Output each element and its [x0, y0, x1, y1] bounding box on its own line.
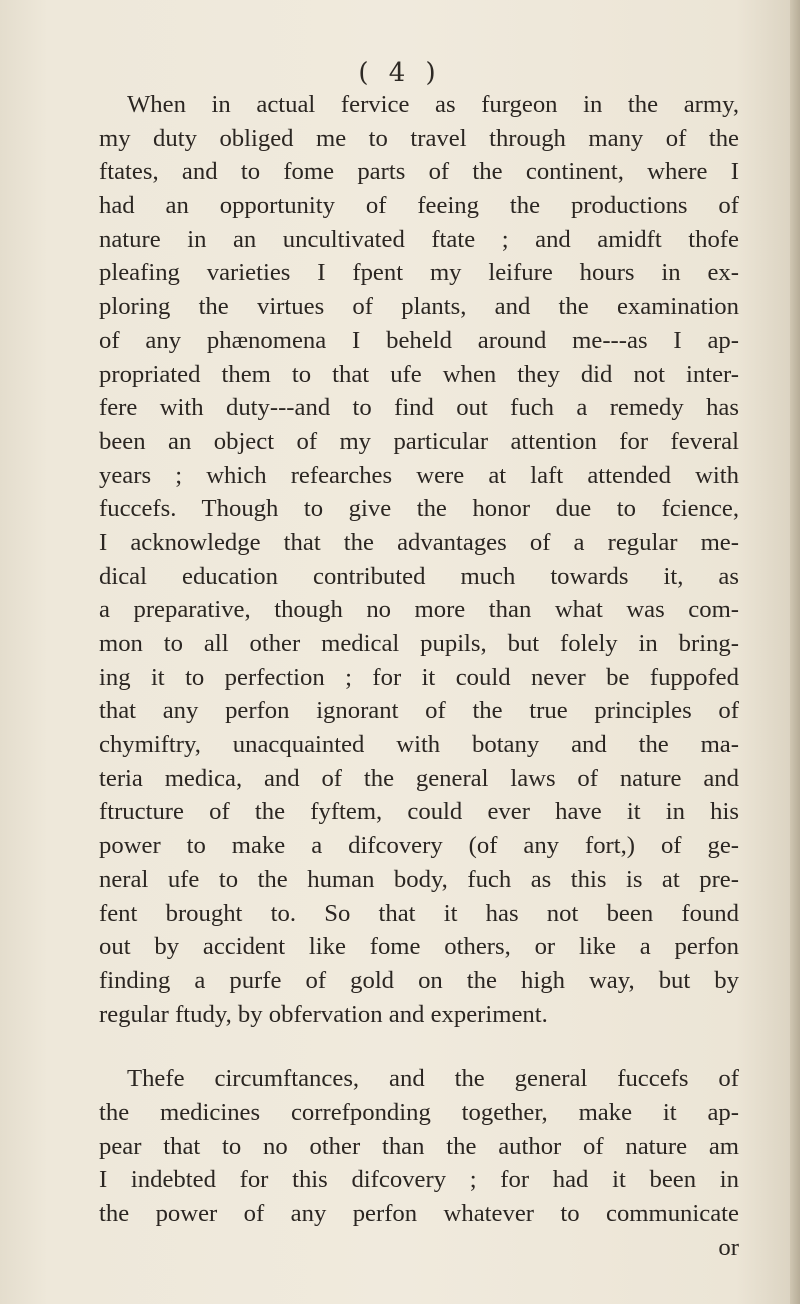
text-line: When in actual fervice as furgeon in the army, — [127, 91, 739, 118]
text-line: mon to all other medical pupils, but folely in bring- — [99, 630, 739, 657]
text-line: power to make a difcovery (of any fort,) of ge- — [99, 832, 739, 860]
text-line: been an object of my particular attention for feveral — [99, 427, 739, 455]
paragraph-1 — [99, 88, 739, 1031]
text-line: neral ufe to the human body, fuch as this is at pre- — [99, 865, 739, 893]
text-line: a preparative, though no more than what was com- — [99, 596, 739, 624]
text-line: nature in an uncultivated ftate ; and amidft thofe — [99, 225, 739, 253]
catchword: or — [718, 1233, 739, 1261]
text-line: teria medica, and of the general laws of nature and — [99, 764, 739, 792]
text-line: Thefe circumftances, and the general fuccefs of — [127, 1065, 739, 1093]
text-line: of any phænomena I beheld around me---as I ap- — [99, 326, 739, 354]
paragraph-gap — [99, 1031, 739, 1062]
paragraph-2 — [99, 1062, 739, 1230]
text-line: chymiftry, unacquainted with botany and the ma- — [99, 731, 739, 759]
text-line: fere with duty---and to find out fuch a remedy has — [99, 394, 739, 422]
text-line: I acknowledge that the advantages of a regular me- — [99, 528, 739, 556]
text-line: finding a purfe of gold on the high way, but by — [99, 966, 739, 994]
text-line: ftructure of the fyftem, could ever have it in his — [99, 798, 739, 826]
text-line: fuccefs. Though to give the honor due to fcience, — [99, 495, 739, 523]
page-edge — [790, 0, 800, 1304]
body-text — [99, 88, 739, 1264]
text-line: years ; which refearches were at laft attended with — [99, 461, 739, 489]
text-line: regular ftudy, by obfervation and experiment. — [99, 1000, 548, 1028]
text-line: that any perfon ignorant of the true principles of — [99, 697, 739, 725]
text-line: the medicines correfponding together, make it ap- — [99, 1098, 739, 1126]
text-line: pear that to no other than the author of nature am — [99, 1132, 739, 1160]
text-line: I indebted for this difcovery ; for had it been in — [99, 1166, 739, 1194]
text-line: fent brought to. So that it has not been found — [99, 899, 739, 927]
text-line: propriated them to that ufe when they did not inter- — [99, 360, 739, 388]
text-line: ploring the virtues of plants, and the examination — [99, 293, 739, 321]
text-line: the power of any perfon whatever to communicate — [99, 1200, 739, 1227]
text-line: my duty obliged me to travel through many of the — [99, 124, 739, 152]
page-number: ( 4 ) — [358, 58, 442, 88]
text-line: out by accident like fome others, or like a perfon — [99, 933, 739, 961]
text-line: dical education contributed much towards it, as — [99, 562, 739, 590]
text-line: ing it to perfection ; for it could never be fuppofed — [99, 663, 739, 691]
text-line: ftates, and to fome parts of the continent, where I — [99, 158, 739, 186]
text-line: had an opportunity of feeing the productions of — [99, 192, 739, 220]
text-line: pleafing varieties I fpent my leifure hours in ex- — [99, 259, 739, 287]
